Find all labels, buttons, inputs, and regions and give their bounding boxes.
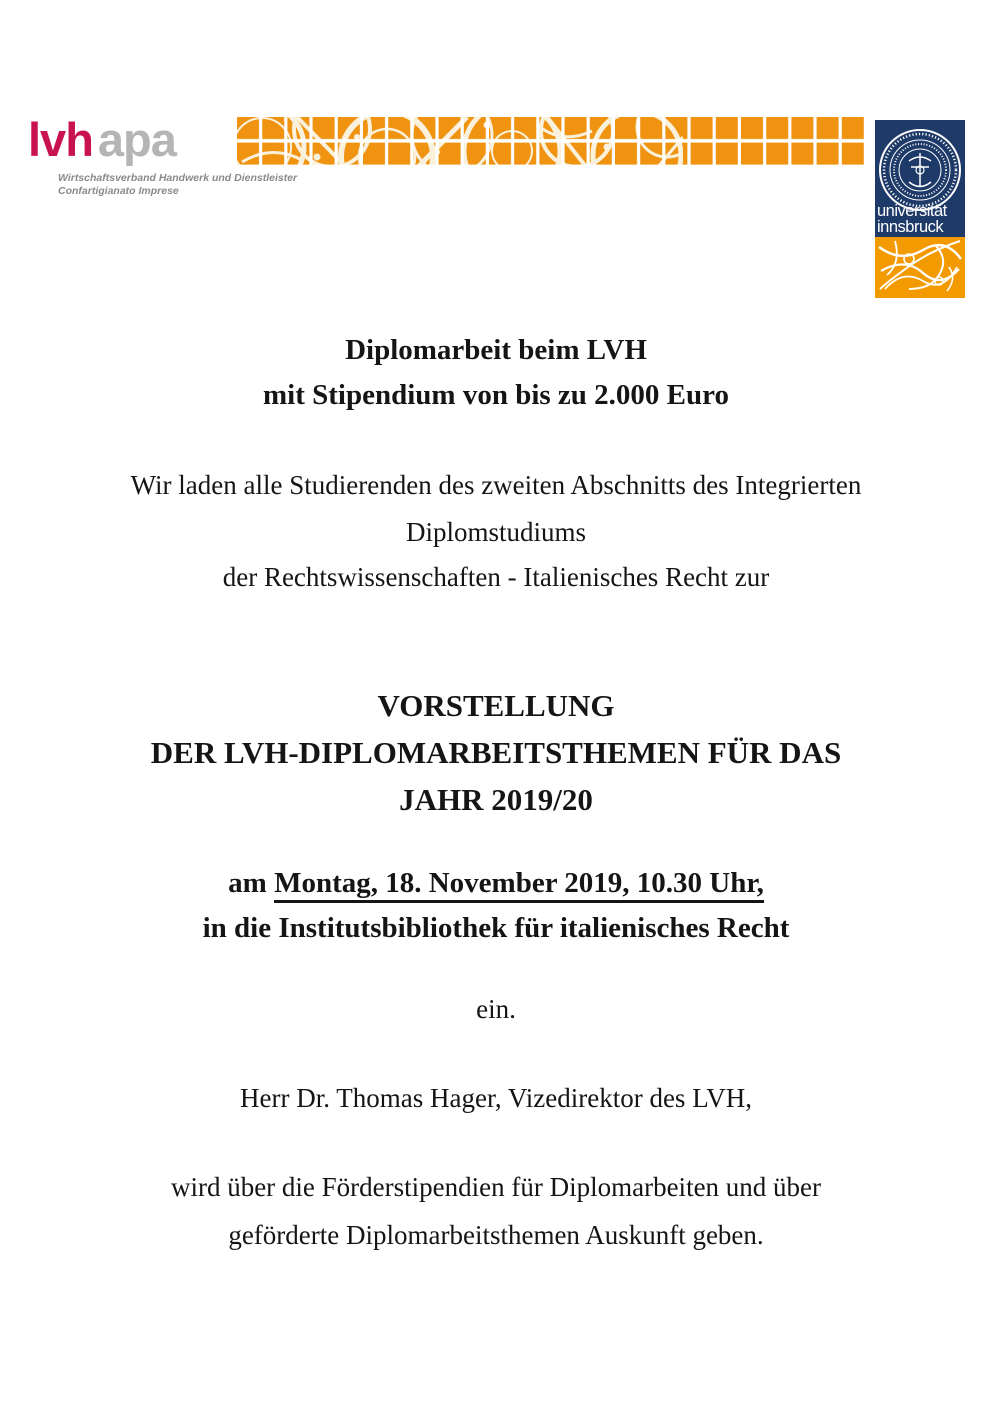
uibk-logo: [875, 120, 965, 298]
speaker-line: Herr Dr. Thomas Hager, Vizedirektor des LVH,: [240, 1083, 752, 1113]
lvh-tagline-line1: Wirtschaftsverband Handwerk und Dienstleister: [58, 172, 298, 184]
lvh-tagline-line2: Confartigianato Imprese: [58, 184, 179, 197]
intro-line-1: Wir laden alle Studierenden des zweiten Abschnitts des Integrierten: [130, 470, 862, 500]
decorative-tile-band-icon: [237, 117, 867, 168]
event-datetime-line: [0, 867, 992, 900]
uibk-scribble-icon: [875, 237, 965, 298]
heading-line-3: JAHR 2019/20: [399, 782, 593, 817]
intro-line-3: der Rechtswissenschaften - Italienisches Recht zur: [222, 562, 770, 592]
intro-line-2: Diplomstudiums: [405, 517, 587, 547]
uibk-logo-navy-panel: [875, 120, 965, 237]
heading-line-2: DER LVH-DIPLOMARBEITSTHEMEN FÜR DAS: [150, 735, 842, 770]
event-location-line: in die Institutsbibliothek für italienisches Recht: [202, 912, 790, 944]
closing-line-1: wird über die Förderstipendien für Diplomarbeiten und über: [170, 1172, 822, 1202]
invite-word: ein.: [476, 994, 516, 1024]
uibk-name-line2: innsbruck: [877, 218, 944, 236]
apa-wordmark-text: apa: [97, 113, 176, 166]
title-line-2: mit Stipendium von bis zu 2.000 Euro: [263, 379, 729, 411]
uibk-logo-name: [877, 203, 965, 235]
uibk-name-line1: universität: [877, 202, 947, 220]
heading-line-1: VORSTELLUNG: [377, 688, 615, 723]
title-line-1: Diplomarbeit beim LVH: [345, 334, 647, 366]
lvh-wordmark-text: lvh: [28, 113, 93, 166]
uibk-logo-orange-panel: [875, 237, 965, 298]
closing-line-2: geförderte Diplomarbeitsthemen Auskunft geben.: [228, 1220, 764, 1250]
lvh-tagline: [58, 172, 297, 197]
event-datetime-prefix: am: [228, 867, 275, 899]
event-datetime-underlined: Montag, 18. November 2019, 10.30 Uhr,: [274, 867, 764, 903]
